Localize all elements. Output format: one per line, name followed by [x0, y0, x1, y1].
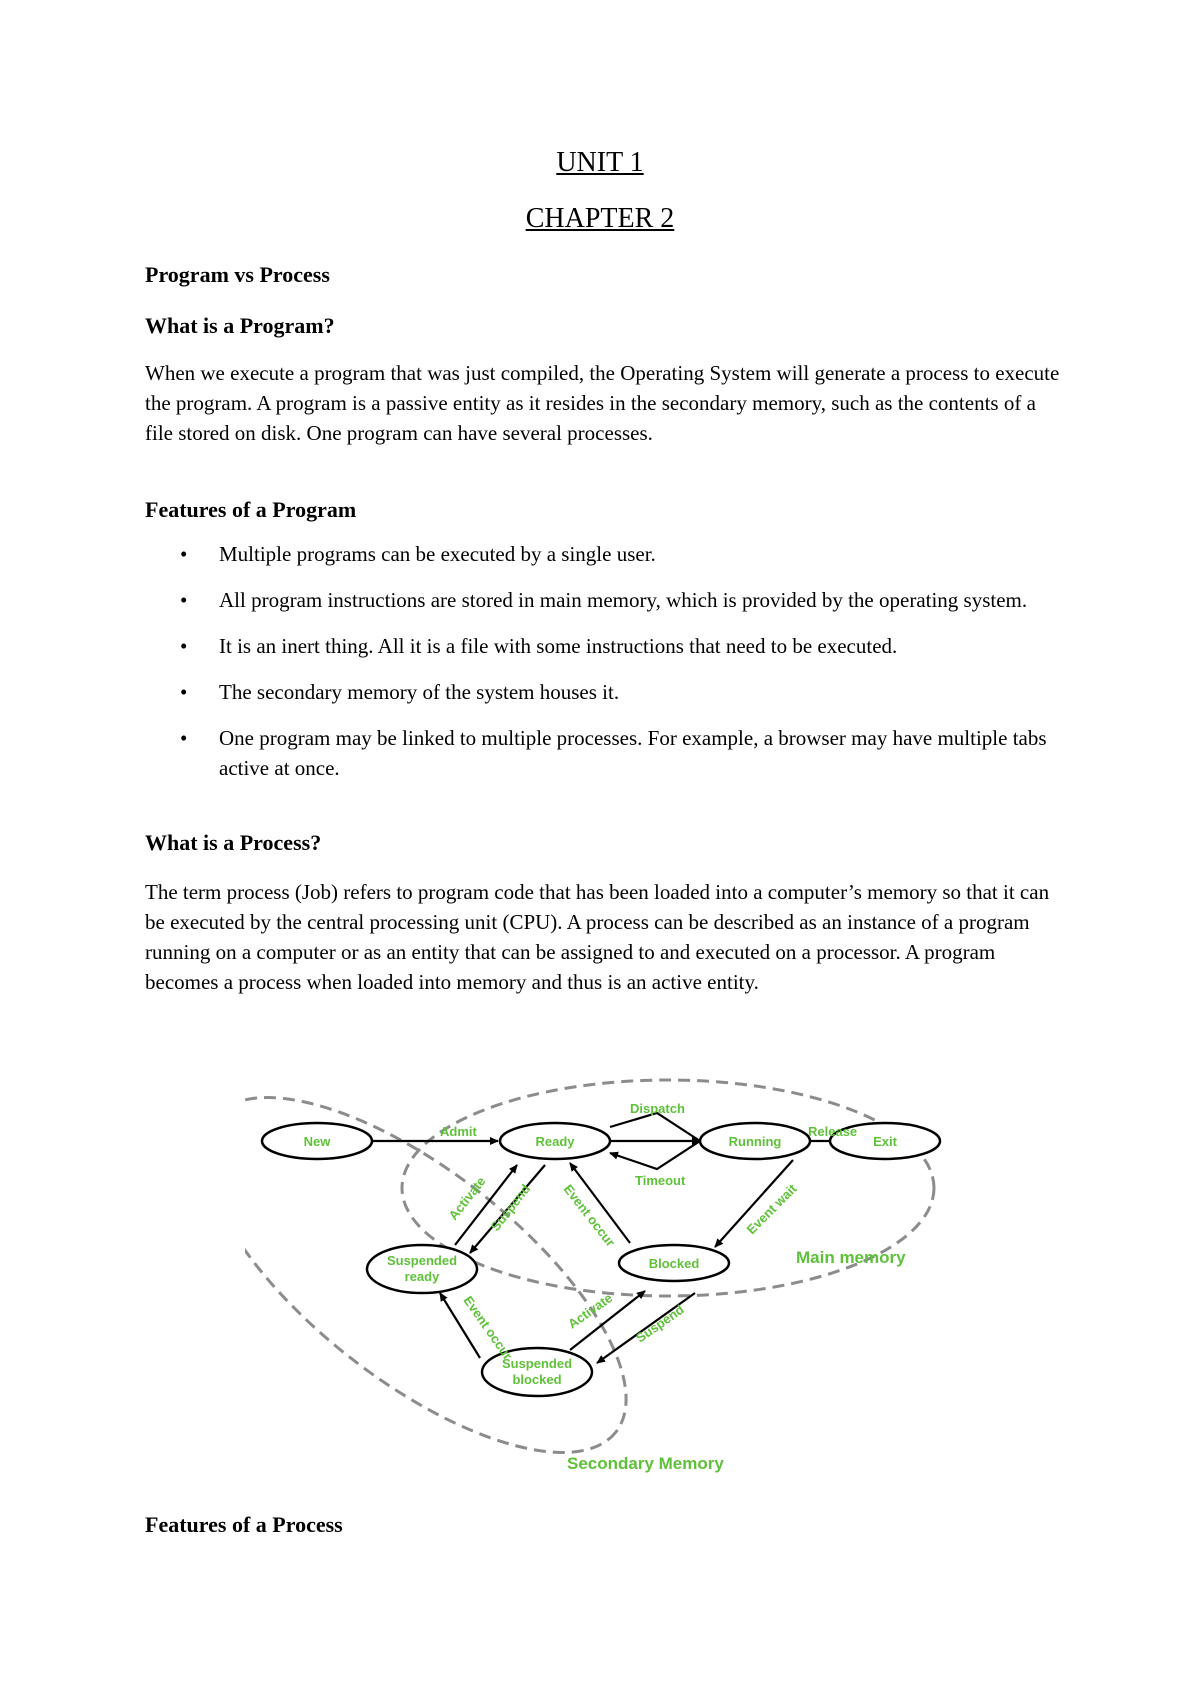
transition-label-suspend-blocked: Suspend: [633, 1301, 687, 1346]
section-heading-what-is-program: What is a Program?: [145, 313, 335, 338]
transition-label-release: Release: [808, 1124, 858, 1139]
section-heading-features-process: Features of a Process: [145, 1512, 343, 1537]
section-heading-features-program: Features of a Program: [145, 497, 357, 522]
list-item: [145, 723, 1065, 783]
list-item-text: One program may be linked to multiple processes. For example, a browser may have multiple tabs active at once.: [219, 726, 1047, 780]
region-label-secondary-memory: Secondary Memory: [567, 1454, 724, 1473]
program-description-paragraph: When we execute a program that was just compiled, the Operating System will generate a process to execute the program. A program is a passive entity as it resides in the secondary memory, such as the contents of a file stored on disk. One program can have several processes.: [145, 361, 1060, 445]
transition-label-admit: Admit: [440, 1124, 477, 1139]
transition-label-activate-blocked: Activate: [565, 1290, 616, 1332]
state-label-ready: Ready: [535, 1134, 575, 1149]
bullet-icon: •: [180, 726, 188, 750]
transition-label-suspend-ready: Suspend: [487, 1181, 534, 1234]
unit-title: UNIT 1: [556, 147, 644, 178]
edge-timeout-arrow: [610, 1141, 700, 1169]
transition-label-event-occur-blocked: Event occur: [560, 1181, 619, 1250]
section-heading-what-is-process: What is a Process?: [145, 830, 322, 855]
transition-label-dispatch: Dispatch: [630, 1101, 685, 1116]
bullet-icon: •: [180, 588, 188, 612]
bullet-icon: •: [180, 542, 188, 566]
list-item: [145, 585, 1065, 615]
state-node-suspended-ready: [367, 1245, 477, 1293]
chapter-title: CHAPTER 2: [525, 203, 675, 234]
program-features-list: [145, 539, 1065, 799]
state-label-running: Running: [728, 1134, 782, 1149]
transition-label-activate-ready: Activate: [445, 1173, 489, 1223]
list-item-text: The secondary memory of the system houses it.: [219, 680, 620, 704]
state-label-suspended-ready-line2: ready: [404, 1269, 440, 1284]
state-label-suspended-ready-line1: Suspended: [386, 1253, 458, 1268]
bullet-icon: •: [180, 634, 188, 658]
state-node-blocked: [619, 1245, 729, 1281]
state-label-new: New: [303, 1134, 331, 1149]
state-label-exit: Exit: [873, 1134, 897, 1149]
edge-dispatch-line: [610, 1113, 700, 1141]
state-label-blocked: Blocked: [648, 1256, 700, 1271]
transition-label-event-occur-suspended: Event occur: [460, 1293, 516, 1363]
state-node-ready: [500, 1123, 610, 1159]
transition-label-event-wait: Event wait: [743, 1181, 800, 1238]
state-node-new: [262, 1123, 372, 1159]
process-description-paragraph: The term process (Job) refers to program code that has been loaded into a computer’s memory so that it can be executed by the central processing unit (CPU). A process can be described as an instance of a program running on a computer or as an entity that can be assigned to and executed on a processor. A program becomes a process when loaded into memory and thus is an active entity.: [145, 880, 1050, 994]
state-label-suspended-blocked-line1: Suspended: [501, 1356, 573, 1371]
list-item: [145, 677, 1065, 707]
list-item-text: All program instructions are stored in main memory, which is provided by the operating system.: [219, 588, 1028, 612]
region-label-main-memory: Main memory: [796, 1248, 906, 1267]
process-state-diagram: [245, 1065, 945, 1485]
list-item-text: It is an inert thing. All it is a file with some instructions that need to be executed.: [219, 634, 898, 658]
transition-label-timeout: Timeout: [635, 1173, 686, 1188]
bullet-icon: •: [180, 680, 188, 704]
list-item: [145, 631, 1065, 661]
state-node-running: [700, 1123, 810, 1159]
list-item-text: Multiple programs can be executed by a single user.: [219, 542, 656, 566]
list-item: [145, 539, 1065, 569]
section-heading-program-vs-process: Program vs Process: [145, 262, 330, 287]
state-label-suspended-blocked-line2: blocked: [512, 1372, 562, 1387]
